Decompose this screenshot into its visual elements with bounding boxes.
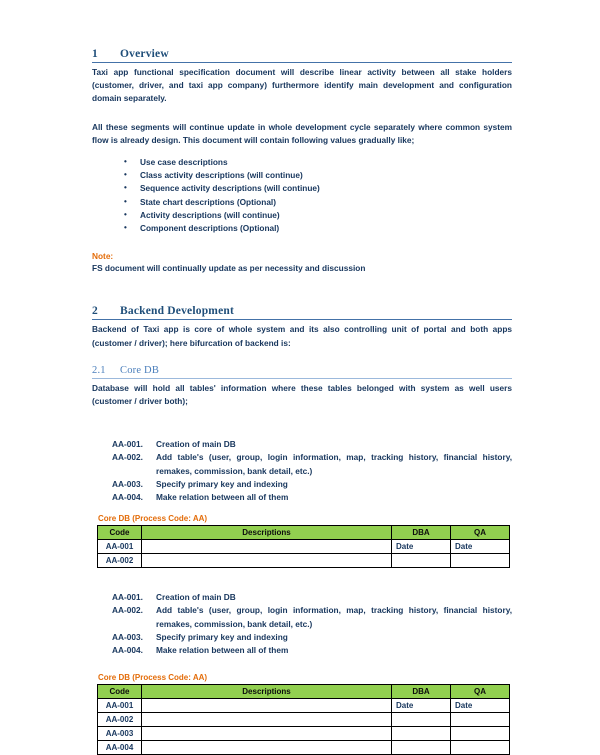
table-row: [98, 727, 510, 741]
aa-code: AA-001.: [112, 592, 143, 603]
table-header-row: [98, 526, 510, 540]
table-two-caption: Core DB (Process Code: AA): [98, 673, 208, 683]
cell-dba[interactable]: [392, 713, 451, 727]
column-header-qa: QA: [451, 526, 510, 540]
section-2-1-heading: [92, 365, 512, 379]
list-item: [112, 591, 512, 604]
cell-description[interactable]: [142, 713, 392, 727]
list-item: • Use case descriptions: [124, 156, 512, 169]
section-1-number: 1: [92, 48, 98, 60]
list-item: [112, 604, 512, 630]
cell-dba[interactable]: [392, 727, 451, 741]
spacer: [92, 235, 512, 250]
cell-description[interactable]: [142, 741, 392, 755]
list-item: • Class activity descriptions (will continue): [124, 169, 512, 182]
aa-text: Creation of main DB: [156, 439, 236, 450]
aa-text: Make relation between all of them: [156, 492, 289, 503]
section-2-number: 2: [92, 305, 98, 318]
spacer: [92, 147, 512, 156]
table-row: [98, 713, 510, 727]
list-item: • Sequence activity descriptions (will continue): [124, 182, 512, 195]
aa-text: Make relation between all of them: [156, 645, 289, 656]
list-item: [112, 478, 512, 491]
spacer: [92, 657, 512, 672]
aa-code: AA-004.: [112, 492, 143, 503]
section-1-paragraph-1: Taxi app functional specification document will describe linear activity between all stake holders (customer, driver, and taxi app company) furthermore identify main development and configuration domain separately.: [92, 67, 512, 104]
aa-code: AA-003.: [112, 631, 143, 642]
cell-dba[interactable]: Date: [392, 540, 451, 554]
aa-text: Creation of main DB: [156, 592, 236, 603]
table-one-caption: Core DB (Process Code: AA): [98, 514, 208, 524]
table-row: [98, 554, 510, 568]
spacer: [92, 408, 512, 438]
cell-code: AA-001: [98, 540, 142, 554]
cell-code: AA-003: [98, 727, 142, 741]
column-header-descriptions: Descriptions: [142, 685, 392, 699]
overview-bullet-list: [92, 156, 512, 235]
section-2-title: Backend Development: [120, 305, 235, 318]
table-header-row: [98, 685, 510, 699]
cell-qa[interactable]: [451, 554, 510, 568]
list-item: • Component descriptions (Optional): [124, 222, 512, 235]
table-one: [97, 525, 510, 568]
cell-qa[interactable]: [451, 741, 510, 755]
cell-code: AA-004: [98, 741, 142, 755]
note-text: FS document will continually update as per necessity and discussion: [92, 263, 366, 274]
list-item: [112, 631, 512, 644]
column-header-descriptions: Descriptions: [142, 526, 392, 540]
list-item: • State chart descriptions (Optional): [124, 196, 512, 209]
cell-description[interactable]: [142, 727, 392, 741]
cell-code: AA-002: [98, 554, 142, 568]
section-2-paragraph: Backend of Taxi app is core of whole system and its also controlling unit of portal and both apps (customer / driver); here bifurcation of backend is:: [92, 324, 512, 348]
column-header-dba: DBA: [392, 526, 451, 540]
table-row: [98, 540, 510, 554]
aa-code: AA-003.: [112, 478, 143, 489]
cell-code: AA-002: [98, 713, 142, 727]
column-header-code: Code: [98, 685, 142, 699]
aa-code: AA-004.: [112, 645, 143, 656]
aa-code: AA-002.: [112, 605, 143, 616]
column-header-qa: QA: [451, 685, 510, 699]
aa-process-list-2: [92, 591, 512, 657]
cell-description[interactable]: [142, 699, 392, 713]
table-row: [98, 699, 510, 713]
section-1-heading: [92, 48, 512, 63]
table-two: [97, 684, 510, 755]
section-2-1-title: Core DB: [120, 364, 160, 376]
spacer: [92, 568, 512, 591]
aa-code: AA-001.: [112, 439, 143, 450]
cell-qa[interactable]: Date: [451, 699, 510, 713]
section-2-heading: [92, 305, 512, 320]
aa-code: AA-002.: [112, 452, 143, 463]
spacer: [92, 504, 512, 513]
section-2-1-paragraph: Database will hold all tables' information where these tables belonged with system as well users (customer / driver both);: [92, 382, 512, 407]
section-1-paragraph-2: All these segments will continue update in whole development cycle separately where common system flow is already design. This document will contain following values gradually like;: [92, 121, 512, 145]
cell-dba[interactable]: [392, 554, 451, 568]
cell-dba[interactable]: [392, 741, 451, 755]
section-2-1-number: 2.1: [92, 364, 106, 376]
column-header-code: Code: [98, 526, 142, 540]
aa-text: Specify primary key and indexing: [156, 631, 288, 642]
document-content: [92, 48, 512, 755]
list-item: [112, 491, 512, 504]
cell-qa[interactable]: [451, 727, 510, 741]
list-item: [112, 644, 512, 657]
cell-qa[interactable]: [451, 713, 510, 727]
cell-qa[interactable]: Date: [451, 540, 510, 554]
table-row: [98, 741, 510, 755]
spacer: [92, 106, 512, 121]
cell-dba[interactable]: Date: [392, 699, 451, 713]
spacer: [92, 350, 512, 365]
aa-text: Add table's (user, group, login information, map, tracking history, financial history, remakes, commission, bank detail, etc.): [156, 605, 512, 629]
spacer: [92, 275, 512, 305]
cell-description[interactable]: [142, 554, 392, 568]
list-item: [112, 451, 512, 477]
list-item: • Activity descriptions (will continue): [124, 209, 512, 222]
aa-text: Specify primary key and indexing: [156, 478, 288, 489]
aa-process-list-1: [92, 438, 512, 504]
list-item: [112, 438, 512, 451]
aa-text: Add table's (user, group, login information, map, tracking history, financial history, remakes, commission, bank detail, etc.): [156, 452, 512, 476]
section-1-title: Overview: [120, 48, 169, 60]
note-label: Note:: [92, 251, 114, 262]
cell-code: AA-001: [98, 699, 142, 713]
cell-description[interactable]: [142, 540, 392, 554]
column-header-dba: DBA: [392, 685, 451, 699]
